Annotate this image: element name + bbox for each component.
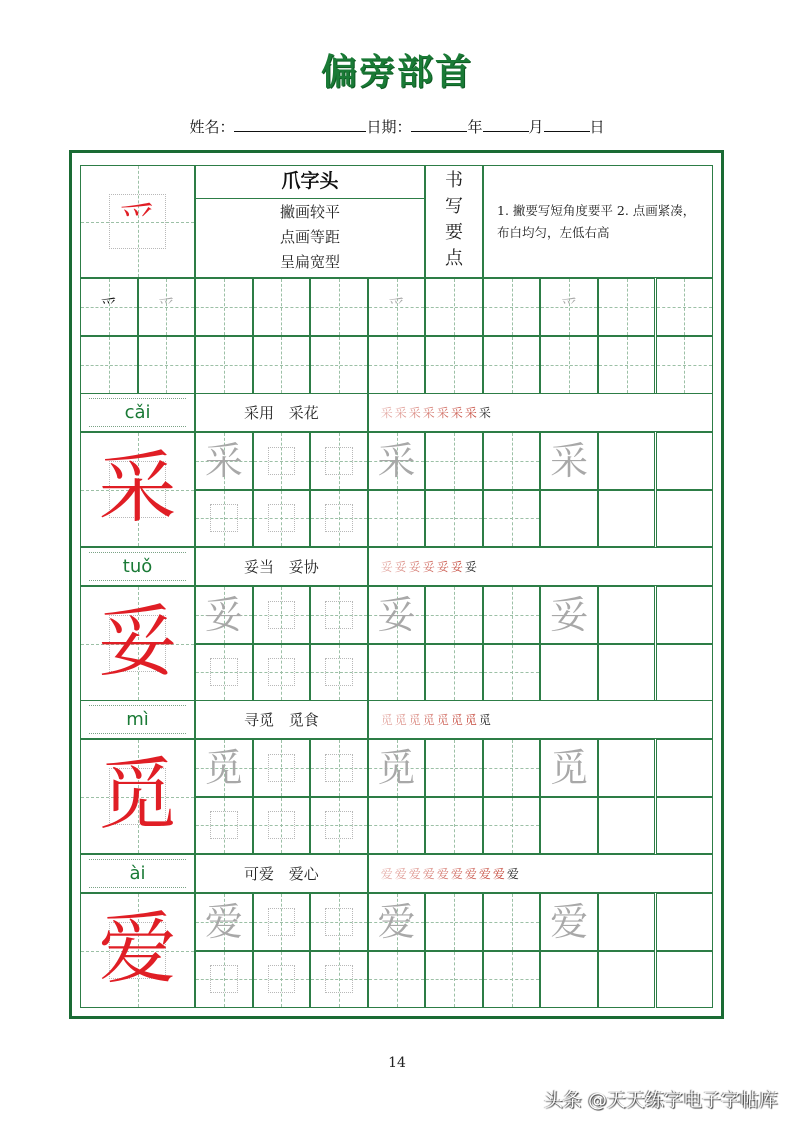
writing-cell[interactable]: [368, 490, 426, 548]
words-cell: [195, 393, 368, 432]
writing-cell[interactable]: [598, 951, 656, 1009]
guide-line: [627, 279, 628, 335]
model-character: 爱: [98, 903, 177, 994]
guide-square: [325, 504, 353, 532]
pinyin-cell: [80, 547, 195, 586]
writing-tips-label: [425, 168, 483, 272]
practice-cell[interactable]: [368, 336, 426, 394]
stroke-order-cell: [368, 700, 713, 739]
practice-cell[interactable]: [425, 278, 483, 336]
guide-line: [454, 279, 455, 335]
writing-cell[interactable]: [310, 893, 368, 951]
guide-line: [627, 337, 628, 393]
writing-cell[interactable]: [253, 644, 311, 702]
stroke-step: 妥: [422, 560, 435, 574]
guide-square: [325, 908, 353, 936]
guide-line: [397, 798, 398, 854]
guide-line: [512, 587, 513, 643]
trace-character: 觅: [377, 745, 416, 790]
guide-line: [512, 491, 513, 547]
practice-cell[interactable]: [540, 278, 598, 336]
writing-cell[interactable]: [425, 893, 483, 951]
radical-trace: 爫: [157, 296, 176, 317]
guide-line: [454, 894, 455, 950]
writing-cell[interactable]: [425, 739, 483, 797]
stroke-step: 采: [408, 406, 421, 420]
model-character-cell: [80, 893, 195, 1008]
writing-cell[interactable]: [310, 490, 368, 548]
stroke-step: 觅: [450, 713, 463, 727]
stroke-step: 妥: [450, 560, 463, 574]
example-words: 妥当 妥协: [244, 558, 319, 576]
trace-character: 采: [550, 438, 589, 483]
model-character-cell: [80, 586, 195, 701]
guide-square: [325, 658, 353, 686]
guide-line: [512, 740, 513, 796]
day-label: 日: [589, 118, 605, 136]
stroke-step: 妥: [408, 560, 421, 574]
model-character-cell: [80, 432, 195, 547]
guide-line: [166, 337, 167, 393]
stroke-step: 采: [422, 406, 435, 420]
guide-line: [512, 952, 513, 1008]
writing-cell[interactable]: [483, 739, 541, 797]
practice-cell[interactable]: [540, 336, 598, 394]
guide-line: [224, 337, 225, 393]
words-cell: [195, 547, 368, 586]
writing-cell[interactable]: [656, 586, 714, 644]
writing-cell[interactable]: [483, 797, 541, 855]
writing-cell[interactable]: [483, 893, 541, 951]
stroke-order: [381, 855, 519, 892]
writing-cell[interactable]: [483, 951, 541, 1009]
writing-cell[interactable]: [425, 586, 483, 644]
words-cell: [195, 700, 368, 739]
guide-line: [281, 337, 282, 393]
writing-cell[interactable]: [656, 951, 714, 1009]
month-label: 月: [528, 118, 544, 136]
writing-cell[interactable]: [368, 586, 426, 644]
practice-cell[interactable]: [138, 278, 196, 336]
model-character: 采: [98, 442, 177, 533]
tips-label-char: 要: [445, 222, 463, 243]
writing-cell[interactable]: [310, 644, 368, 702]
writing-cell[interactable]: [598, 797, 656, 855]
radical-features: [195, 198, 425, 280]
guide-square: [268, 908, 296, 936]
guide-square: [268, 811, 296, 839]
stroke-step: 爱: [464, 867, 477, 881]
guide-line: [512, 433, 513, 489]
stroke-step: 觅: [436, 713, 449, 727]
stroke-order-cell: [368, 547, 713, 586]
date-label: 日期：: [366, 118, 412, 136]
practice-cell[interactable]: [138, 336, 196, 394]
guide-square: [325, 601, 353, 629]
stroke-step: 觅: [464, 713, 477, 727]
writing-cell[interactable]: [253, 797, 311, 855]
stroke-order: [381, 701, 491, 738]
radical-trace: 爫: [99, 296, 118, 317]
writing-cell[interactable]: [598, 893, 656, 951]
radical-example: 爫: [117, 197, 158, 244]
guide-line: [454, 952, 455, 1008]
practice-cell[interactable]: [195, 336, 253, 394]
guide-line: [512, 337, 513, 393]
writing-cell[interactable]: [656, 490, 714, 548]
stroke-step: 爱: [506, 867, 519, 881]
writing-cell[interactable]: [656, 797, 714, 855]
writing-cell[interactable]: [195, 739, 253, 797]
guide-line: [454, 798, 455, 854]
stroke-step: 妥: [464, 560, 477, 574]
feature-1: 撇画较平: [279, 203, 340, 221]
writing-cell[interactable]: [253, 739, 311, 797]
writing-cell[interactable]: [540, 432, 598, 490]
guide-line: [512, 645, 513, 701]
writing-cell[interactable]: [253, 490, 311, 548]
guide-square: [268, 658, 296, 686]
stroke-step: 爱: [436, 867, 449, 881]
radical-cell: [80, 165, 195, 278]
writing-cell[interactable]: [310, 586, 368, 644]
writing-cell[interactable]: [656, 893, 714, 951]
writing-cell[interactable]: [425, 490, 483, 548]
practice-cell[interactable]: [253, 278, 311, 336]
year-label: 年: [467, 118, 483, 136]
writing-cell[interactable]: [195, 432, 253, 490]
stroke-step: 采: [464, 406, 477, 420]
guide-square: [210, 504, 238, 532]
guide-line: [397, 491, 398, 547]
page-title: 偏旁部首: [320, 52, 473, 93]
practice-cell[interactable]: [425, 336, 483, 394]
writing-cell[interactable]: [598, 490, 656, 548]
writing-cell[interactable]: [483, 644, 541, 702]
pinyin-cell: [80, 393, 195, 432]
stroke-step: 采: [450, 406, 463, 420]
writing-cell[interactable]: [540, 739, 598, 797]
stroke-step: 觅: [394, 713, 407, 727]
stroke-step: 采: [478, 406, 491, 420]
practice-cell[interactable]: [368, 278, 426, 336]
pinyin: cǎi: [89, 398, 186, 427]
guide-square: [268, 601, 296, 629]
writing-cell[interactable]: [540, 951, 598, 1009]
guide-line: [512, 279, 513, 335]
writing-cell[interactable]: [195, 644, 253, 702]
guide-line: [339, 337, 340, 393]
writing-cell[interactable]: [368, 797, 426, 855]
writing-cell[interactable]: [368, 644, 426, 702]
pinyin-cell: [80, 700, 195, 739]
stroke-step: 爱: [450, 867, 463, 881]
pinyin: ài: [89, 859, 186, 888]
writing-cell[interactable]: [483, 490, 541, 548]
model-character: 觅: [98, 749, 177, 840]
guide-line: [684, 337, 685, 393]
writing-cell[interactable]: [540, 797, 598, 855]
trace-character: 采: [377, 438, 416, 483]
guide-line: [512, 798, 513, 854]
writing-cell[interactable]: [253, 893, 311, 951]
practice-cell[interactable]: [656, 278, 714, 336]
guide-square: [325, 811, 353, 839]
writing-cell[interactable]: [540, 586, 598, 644]
stroke-step: 爱: [478, 867, 491, 881]
tips-label-char: 点: [445, 248, 463, 269]
writing-cell[interactable]: [310, 797, 368, 855]
example-words: 可爱 爱心: [244, 865, 319, 883]
stroke-step: 妥: [394, 560, 407, 574]
writing-cell[interactable]: [540, 893, 598, 951]
stroke-step: 采: [380, 406, 393, 420]
trace-character: 爱: [377, 899, 416, 944]
writing-cell[interactable]: [368, 739, 426, 797]
watermark: 头条 @天天练字电子字帖库: [543, 1089, 778, 1111]
writing-cell[interactable]: [598, 739, 656, 797]
writing-cell[interactable]: [656, 739, 714, 797]
guide-line: [454, 491, 455, 547]
feature-3: 呈扁宽型: [279, 253, 340, 271]
writing-cell[interactable]: [656, 644, 714, 702]
stroke-order: [381, 394, 491, 431]
guide-line: [109, 337, 110, 393]
writing-cell[interactable]: [540, 644, 598, 702]
writing-tips: 1. 撇要写短角度要平 2. 点画紧凑，布白均匀，左低右高: [497, 203, 696, 240]
guide-line: [339, 279, 340, 335]
stroke-step: 觅: [422, 713, 435, 727]
words-cell: [195, 854, 368, 893]
tips-label-char: 写: [445, 196, 463, 217]
guide-line: [397, 337, 398, 393]
guide-square: [268, 965, 296, 993]
writing-cell[interactable]: [598, 432, 656, 490]
radical-name: 爪字头: [281, 170, 339, 192]
pinyin: tuǒ: [89, 552, 186, 581]
writing-cell[interactable]: [195, 586, 253, 644]
writing-cell[interactable]: [195, 951, 253, 1009]
stroke-step: 觅: [380, 713, 393, 727]
practice-cell[interactable]: [80, 278, 138, 336]
practice-cell[interactable]: [483, 336, 541, 394]
writing-cell[interactable]: [368, 432, 426, 490]
tips-label-char: 书: [445, 170, 463, 191]
writing-cell[interactable]: [425, 644, 483, 702]
stroke-step: 爱: [380, 867, 393, 881]
guide-square: [268, 754, 296, 782]
writing-cell[interactable]: [195, 893, 253, 951]
guide-line: [684, 279, 685, 335]
writing-cell[interactable]: [656, 432, 714, 490]
page-number: 14: [388, 1055, 406, 1071]
guide-line: [569, 337, 570, 393]
writing-cell[interactable]: [195, 797, 253, 855]
writing-cell[interactable]: [598, 644, 656, 702]
trace-character: 采: [204, 438, 243, 483]
guide-square: [210, 658, 238, 686]
pinyin-cell: [80, 854, 195, 893]
writing-cell[interactable]: [253, 586, 311, 644]
stroke-step: 爱: [394, 867, 407, 881]
radical-trace: 爫: [387, 296, 406, 317]
writing-cell[interactable]: [483, 586, 541, 644]
name-label: 姓名：: [189, 118, 235, 136]
feature-2: 点画等距: [279, 228, 340, 246]
writing-cell[interactable]: [310, 432, 368, 490]
stroke-step: 爱: [492, 867, 505, 881]
guide-square: [210, 965, 238, 993]
stroke-step: 采: [436, 406, 449, 420]
guide-line: [512, 894, 513, 950]
pinyin: mì: [89, 705, 186, 734]
stroke-step: 觅: [408, 713, 421, 727]
guide-square: [210, 811, 238, 839]
practice-cell[interactable]: [656, 336, 714, 394]
stroke-step: 妥: [436, 560, 449, 574]
guide-square: [268, 504, 296, 532]
practice-cell[interactable]: [598, 336, 656, 394]
writing-cell[interactable]: [598, 586, 656, 644]
guide-square: [325, 447, 353, 475]
trace-character: 爱: [550, 899, 589, 944]
practice-cell[interactable]: [80, 336, 138, 394]
trace-character: 觅: [204, 745, 243, 790]
practice-cell[interactable]: [483, 278, 541, 336]
trace-character: 觅: [550, 745, 589, 790]
guide-line: [281, 279, 282, 335]
writing-cell[interactable]: [425, 951, 483, 1009]
trace-character: 妥: [204, 592, 243, 637]
guide-line: [454, 337, 455, 393]
trace-character: 妥: [550, 592, 589, 637]
writing-cell[interactable]: [368, 893, 426, 951]
stroke-step: 爱: [408, 867, 421, 881]
practice-cell[interactable]: [195, 278, 253, 336]
guide-line: [397, 645, 398, 701]
stroke-order-cell: [368, 854, 713, 893]
writing-cell[interactable]: [310, 739, 368, 797]
radical-trace: 爫: [560, 296, 579, 317]
stroke-order-cell: [368, 393, 713, 432]
writing-cell[interactable]: [425, 797, 483, 855]
example-words: 采用 采花: [244, 404, 319, 422]
practice-cell[interactable]: [598, 278, 656, 336]
guide-square: [268, 447, 296, 475]
writing-cell[interactable]: [425, 432, 483, 490]
stroke-step: 觅: [478, 713, 491, 727]
guide-square: [325, 754, 353, 782]
guide-line: [454, 587, 455, 643]
model-character: 妥: [98, 596, 177, 687]
stroke-step: 妥: [380, 560, 393, 574]
trace-character: 妥: [377, 592, 416, 637]
writing-cell[interactable]: [195, 490, 253, 548]
stroke-step: 爱: [422, 867, 435, 881]
writing-cell[interactable]: [253, 951, 311, 1009]
practice-cell[interactable]: [253, 336, 311, 394]
model-character-cell: [80, 739, 195, 854]
writing-cell[interactable]: [368, 951, 426, 1009]
guide-line: [454, 740, 455, 796]
practice-cell[interactable]: [310, 278, 368, 336]
guide-line: [397, 952, 398, 1008]
writing-cell[interactable]: [310, 951, 368, 1009]
practice-cell[interactable]: [310, 336, 368, 394]
guide-line: [454, 645, 455, 701]
writing-cell[interactable]: [483, 432, 541, 490]
example-words: 寻觅 觅食: [244, 711, 319, 729]
guide-square: [325, 965, 353, 993]
stroke-step: 采: [394, 406, 407, 420]
writing-cell[interactable]: [540, 490, 598, 548]
guide-line: [454, 433, 455, 489]
writing-cell[interactable]: [253, 432, 311, 490]
stroke-order: [381, 548, 477, 585]
guide-line: [224, 279, 225, 335]
trace-character: 爱: [204, 899, 243, 944]
